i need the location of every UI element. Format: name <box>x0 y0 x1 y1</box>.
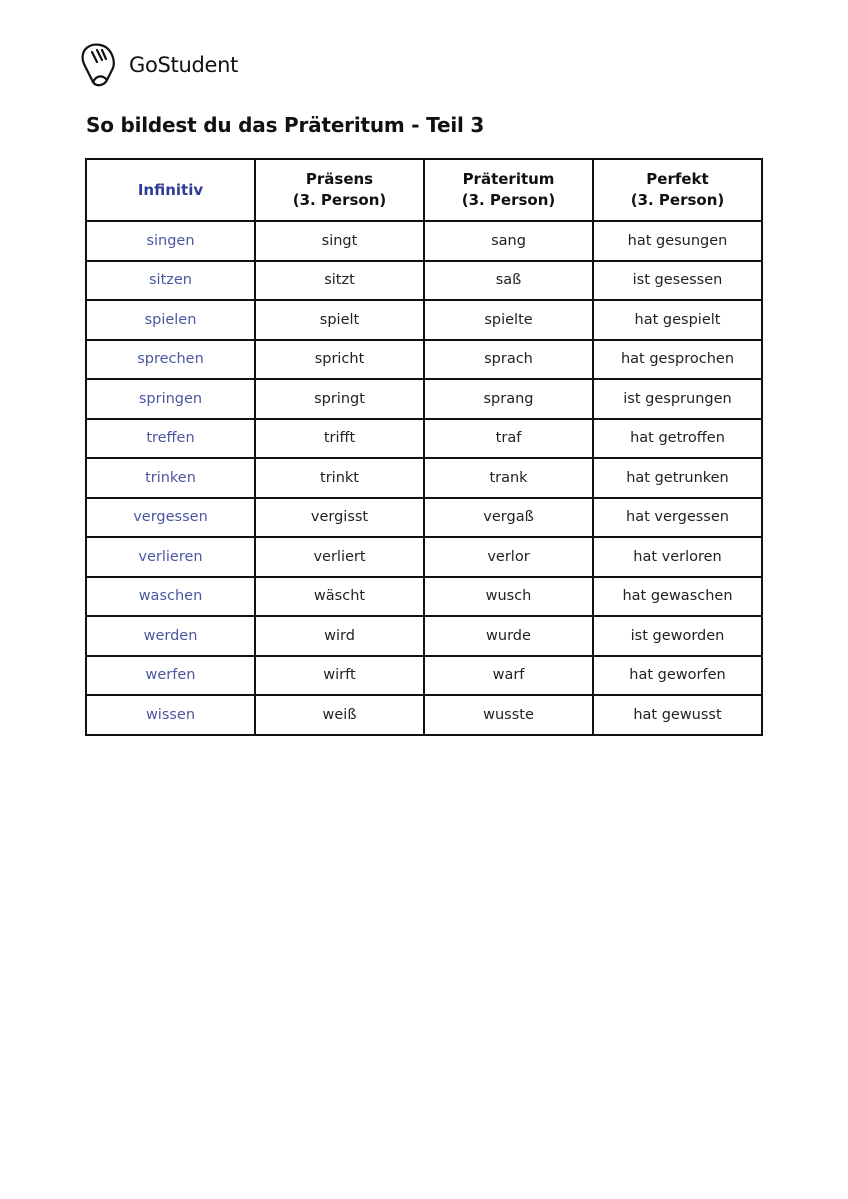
cell-infinitiv: wissen <box>86 695 255 735</box>
verb-table <box>85 158 763 736</box>
cell-praesens: weiß <box>255 695 424 735</box>
cell-infinitiv: springen <box>86 379 255 419</box>
header-label: Perfekt <box>646 170 709 188</box>
cell-praeteritum: sprach <box>424 340 593 380</box>
cell-praesens: trinkt <box>255 458 424 498</box>
table-row <box>86 498 762 538</box>
header-perfekt <box>593 159 762 221</box>
header-label: Präsens <box>305 170 374 188</box>
cell-perfekt: hat vergessen <box>593 498 762 538</box>
cell-infinitiv: sprechen <box>86 340 255 380</box>
cell-perfekt: hat gewaschen <box>593 577 762 617</box>
cell-infinitiv: singen <box>86 221 255 261</box>
header-sublabel: (3. Person) <box>292 191 387 209</box>
cell-infinitiv: treffen <box>86 419 255 459</box>
cell-infinitiv: verlieren <box>86 537 255 577</box>
cell-praesens: wäscht <box>255 577 424 617</box>
cell-infinitiv: waschen <box>86 577 255 617</box>
cell-perfekt: hat geworfen <box>593 656 762 696</box>
table-row <box>86 458 762 498</box>
cell-perfekt: hat getroffen <box>593 419 762 459</box>
cell-infinitiv: werden <box>86 616 255 656</box>
cell-perfekt: hat verloren <box>593 537 762 577</box>
table-row <box>86 340 762 380</box>
cell-perfekt: hat gesungen <box>593 221 762 261</box>
header-praesens <box>255 159 424 221</box>
cell-praeteritum: wusste <box>424 695 593 735</box>
cell-praeteritum: trank <box>424 458 593 498</box>
table-row <box>86 379 762 419</box>
table-row <box>86 656 762 696</box>
cell-perfekt: hat gewusst <box>593 695 762 735</box>
cell-infinitiv: werfen <box>86 656 255 696</box>
table-body <box>86 221 762 735</box>
brand-logo <box>80 42 238 88</box>
table-header <box>86 159 762 221</box>
header-infinitiv <box>86 159 255 221</box>
cell-praeteritum: wusch <box>424 577 593 617</box>
cell-infinitiv: spielen <box>86 300 255 340</box>
cell-perfekt: ist gesprungen <box>593 379 762 419</box>
table-row <box>86 300 762 340</box>
table-row <box>86 577 762 617</box>
cell-praeteritum: verlor <box>424 537 593 577</box>
cell-praeteritum: traf <box>424 419 593 459</box>
cell-praeteritum: vergaß <box>424 498 593 538</box>
cell-praesens: springt <box>255 379 424 419</box>
table-row <box>86 261 762 301</box>
cell-infinitiv: sitzen <box>86 261 255 301</box>
header-praeteritum <box>424 159 593 221</box>
gostudent-logo-icon <box>80 42 118 88</box>
cell-perfekt: hat gespielt <box>593 300 762 340</box>
header-row <box>86 159 762 221</box>
table-row <box>86 616 762 656</box>
cell-praesens: wirft <box>255 656 424 696</box>
cell-perfekt: ist gesessen <box>593 261 762 301</box>
cell-perfekt: hat getrunken <box>593 458 762 498</box>
table-row <box>86 695 762 735</box>
cell-praesens: sitzt <box>255 261 424 301</box>
cell-praesens: wird <box>255 616 424 656</box>
cell-infinitiv: vergessen <box>86 498 255 538</box>
cell-praesens: spielt <box>255 300 424 340</box>
header-label: Infinitiv <box>137 180 204 199</box>
cell-praesens: verliert <box>255 537 424 577</box>
cell-praesens: spricht <box>255 340 424 380</box>
header-sublabel: (3. Person) <box>461 191 556 209</box>
cell-praeteritum: sprang <box>424 379 593 419</box>
header-sublabel: (3. Person) <box>630 191 725 209</box>
table-row <box>86 221 762 261</box>
cell-praeteritum: saß <box>424 261 593 301</box>
table-row <box>86 537 762 577</box>
cell-perfekt: ist geworden <box>593 616 762 656</box>
header-label: Präteritum <box>462 170 555 188</box>
cell-praeteritum: spielte <box>424 300 593 340</box>
cell-perfekt: hat gesprochen <box>593 340 762 380</box>
cell-praeteritum: wurde <box>424 616 593 656</box>
cell-praesens: singt <box>255 221 424 261</box>
brand-name: GoStudent <box>129 52 239 77</box>
cell-infinitiv: trinken <box>86 458 255 498</box>
page-title: So bildest du das Präteritum - Teil 3 <box>86 113 485 137</box>
cell-praeteritum: sang <box>424 221 593 261</box>
cell-praesens: vergisst <box>255 498 424 538</box>
cell-praeteritum: warf <box>424 656 593 696</box>
cell-praesens: trifft <box>255 419 424 459</box>
table-row <box>86 419 762 459</box>
